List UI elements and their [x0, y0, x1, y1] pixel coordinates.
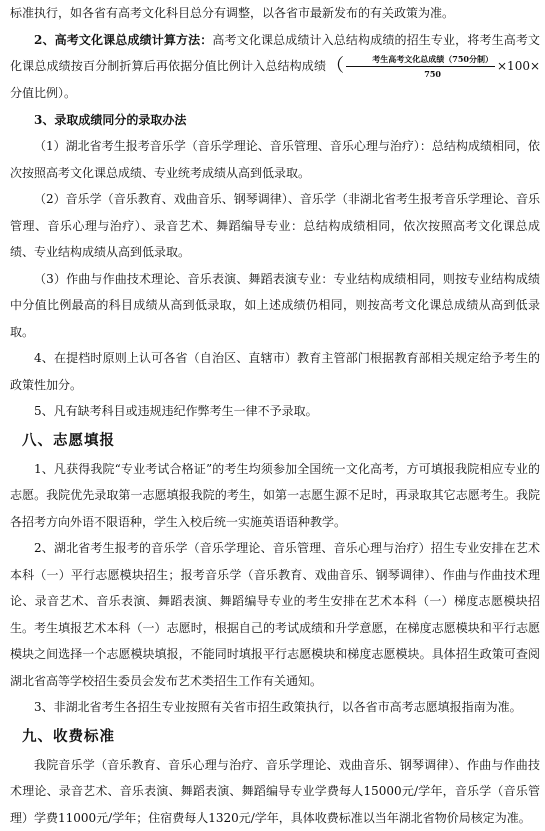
paragraph-bonus-points: 4、在提档时原则上认可各省（自治区、直辖市）教育主管部门根据教育部相关规定给予考生的政策性加分。: [10, 345, 540, 398]
formula-tail: ×100×分值: [10, 59, 540, 100]
score-formula: [346, 53, 495, 80]
score-method-text-end: 比例）。: [34, 86, 76, 100]
paragraph-application-3: 3、非湖北省考生各招生专业按照有关省市招生政策执行，以各省市高考志愿填报指南为准。: [10, 694, 540, 721]
paragraph-fees: 我院音乐学（音乐教育、音乐心理与治疗、音乐学理论、戏曲音乐、钢琴调律）、作曲与作曲技术理论、录音艺术、音乐表演、舞蹈表演、舞蹈编导专业学费每人15000元/学年，音乐学（音乐管理）学费11000元/学年；住宿费每人1320元/学年，具体收费标准以当年湖北省物价局核定为准。: [10, 752, 540, 831]
paragraph-application-2: 2、湖北省考生报考的音乐学（音乐学理论、音乐管理、音乐心理与治疗）招生专业安排在艺术本科（一）平行志愿模块招生；报考音乐学（音乐教育、戏曲音乐、钢琴调律）、作曲与作曲技术理论、录音艺术、音乐表演、舞蹈表演、舞蹈编导专业的考生安排在艺术本科（一）梯度志愿模块招生。考生填报艺术本科（一）志愿时，根据自己的考试成绩和升学意愿，在梯度志愿模块和平行志愿模块之间选择一个志愿模块填报，不能同时填报平行志愿模块和梯度志愿模块。具体招生政策可查阅湖北省高等学校招生委员会发布艺术类招生工作有关通知。: [10, 535, 540, 694]
paragraph-policy-note: 标准执行，如各省有高考文化科目总分有调整，以各省市最新发布的有关政策为准。: [10, 0, 540, 27]
formula-numerator: 考生高考文化总成绩（750分制）: [346, 53, 495, 67]
section-heading-fees: 九、收费标准: [10, 721, 540, 752]
formula-denominator: 750: [400, 67, 441, 80]
subheading-tie-rules: 3、录取成绩同分的录取办法: [10, 107, 540, 134]
score-method-text: 高考文化课总成绩计入总结构成绩的招生专业，将考生高考文化课总成绩按百分制折算后再依据分值比例计入总结构成绩: [10, 33, 540, 74]
paragraph-tie-rule-3: （3）作曲与作曲技术理论、音乐表演、舞蹈表演专业：专业结构成绩相同，则按专业结构成绩中分值比例最高的科目成绩从高到低录取，如上述成绩仍相同，则按高考文化课总成绩从高到低录取。: [10, 266, 540, 346]
paragraph-tie-rule-1: （1）湖北省考生报考音乐学（音乐学理论、音乐管理、音乐心理与治疗）：总结构成绩相同，依次按照高考文化课总成绩、专业统考成绩从高到低录取。: [10, 133, 540, 186]
section-heading-applications: 八、志愿填报: [10, 425, 540, 456]
formula-paren-open: （: [326, 55, 344, 76]
paragraph-tie-rule-2: （2）音乐学（音乐教育、戏曲音乐、钢琴调律）、音乐学（非湖北省考生报考音乐学理论、音乐管理、音乐心理与治疗）、录音艺术、舞蹈编导专业：总结构成绩相同，依次按照高考文化课总成绩、专业结构成绩从高到低录取。: [10, 186, 540, 266]
paragraph-application-1: 1、凡获得我院“专业考试合格证”的考生均须参加全国统一文化高考，方可填报我院相应专业的志愿。我院优先录取第一志愿填报我院的考生，如第一志愿生源不足时，再录取其它志愿考生。我院各招考方向外语不限语种，学生入校后统一实施英语语种教学。: [10, 456, 540, 536]
paragraph-score-method: [10, 27, 540, 107]
paragraph-disqualification: 5、凡有缺考科目或违规违纪作弊考生一律不予录取。: [10, 398, 540, 425]
subheading-score-method: 2、高考文化课总成绩计算方法：: [34, 33, 212, 47]
